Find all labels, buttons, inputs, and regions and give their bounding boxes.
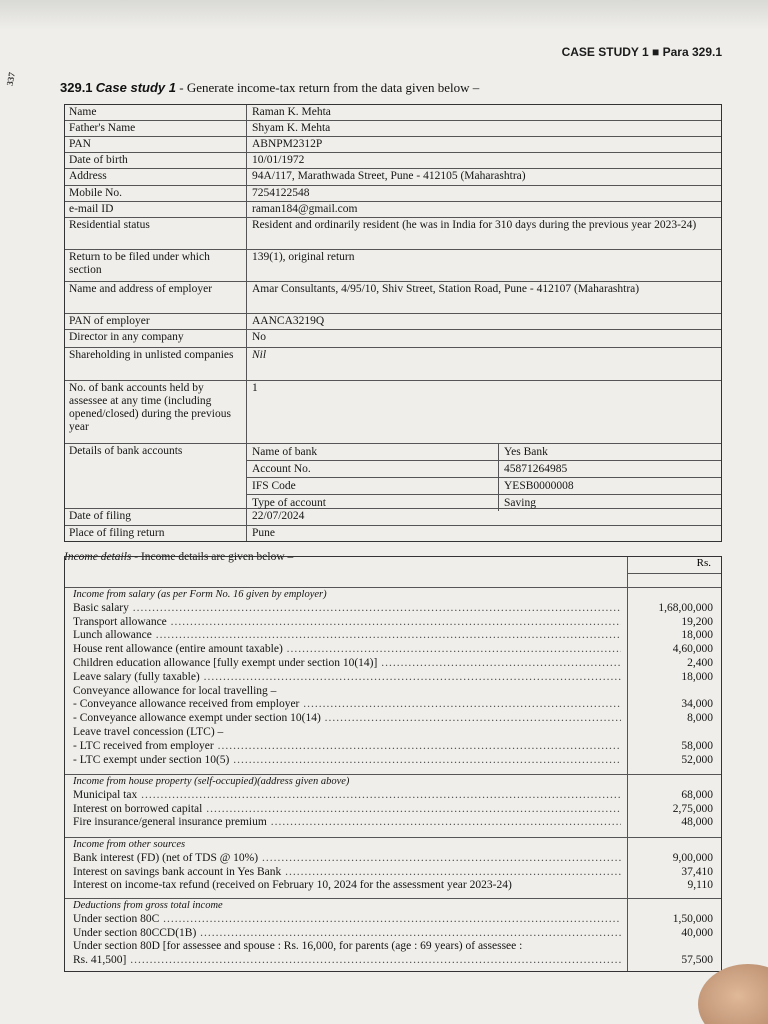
details-row xyxy=(65,218,721,250)
details-row xyxy=(65,250,721,282)
row-value: 139(1), original return xyxy=(252,251,355,263)
income-heading-text: - Income details are given below – xyxy=(131,551,294,563)
row-label: No. of bank accounts held by assessee at any time (including opened/closed) during the previous year xyxy=(65,381,247,443)
details-row xyxy=(65,282,721,314)
details-row xyxy=(65,526,721,541)
income-line: Under section 80C ..... 1,50,000 xyxy=(65,913,721,927)
house-property-section xyxy=(65,774,721,830)
bank-value: Yes Bank xyxy=(504,446,548,458)
bank-details-label: Details of bank accounts xyxy=(65,444,247,508)
row-label: Address xyxy=(65,169,247,185)
rs-column-header: Rs. xyxy=(627,557,721,574)
row-value: 10/01/1972 xyxy=(252,154,305,166)
bank-key: Account No. xyxy=(247,461,499,477)
income-line: Leave salary (fully taxable) ..... 18,000 xyxy=(65,671,721,685)
row-value: ABNPM2312P xyxy=(252,138,323,150)
title-text: - Generate income-tax return from the data given below – xyxy=(176,80,480,95)
bank-row xyxy=(247,444,721,460)
row-label: PAN xyxy=(65,137,247,152)
income-line: Fire insurance/general insurance premium ..... 48,000 xyxy=(65,816,721,830)
bank-value: 45871264985 xyxy=(504,463,568,475)
row-label: Return to be filed under which section xyxy=(65,250,247,281)
section-heading: Income from other sources xyxy=(73,839,186,850)
income-line: Interest on income-tax refund (received on February 10, 2024 for the assessment year 2023-24) 9,110 xyxy=(73,879,713,892)
income-line: Interest on savings bank account in Yes Bank ..... 37,410 xyxy=(65,866,721,880)
income-line: Interest on borrowed capital ..... 2,75,000 xyxy=(65,803,721,817)
bank-key: Name of bank xyxy=(247,444,499,460)
income-line: Basic salary ..... 1,68,00,000 xyxy=(65,602,721,616)
taxpayer-details-table xyxy=(64,104,722,542)
income-table xyxy=(64,556,722,972)
details-row xyxy=(65,169,721,186)
section-heading: Deductions from gross total income xyxy=(73,900,223,911)
page-top-shadow xyxy=(0,0,768,30)
income-line: Children education allowance [fully exempt under section 10(14)] ..... 2,400 xyxy=(65,657,721,671)
income-line: Under section 80D [for assessee and spouse : Rs. 16,000, for parents (age : 69 years) of assessee : xyxy=(73,940,523,953)
details-row xyxy=(65,137,721,153)
row-label: Date of filing xyxy=(65,509,247,525)
case-study-title xyxy=(60,80,479,96)
details-row xyxy=(65,314,721,330)
row-value: raman184@gmail.com xyxy=(252,203,358,215)
bank-key: Type of account xyxy=(247,495,499,511)
case-label: Case study 1 xyxy=(95,80,176,95)
bank-details-row xyxy=(65,444,721,509)
details-row xyxy=(65,121,721,137)
row-value: 22/07/2024 xyxy=(252,510,305,522)
row-value: Amar Consultants, 4/95/10, Shiv Street, Station Road, Pune - 412107 (Maharashtra) xyxy=(252,283,640,295)
details-row xyxy=(65,105,721,121)
income-line: Rs. 41,500] ..... 57,500 xyxy=(65,954,721,968)
other-sources-section xyxy=(65,837,721,893)
row-label: Residential status xyxy=(65,218,247,249)
row-value: Raman K. Mehta xyxy=(252,106,331,118)
income-line: - Conveyance allowance exempt under section 10(14) ..... 8,000 xyxy=(65,712,721,726)
row-label: Director in any company xyxy=(65,330,247,347)
running-head: CASE STUDY 1 ■ Para 329.1 xyxy=(561,45,722,59)
bank-details-grid xyxy=(247,444,721,508)
details-row xyxy=(65,202,721,218)
bank-value: YESB0000008 xyxy=(504,480,574,492)
details-row xyxy=(65,330,721,348)
row-label: Mobile No. xyxy=(65,186,247,201)
row-label: Father's Name xyxy=(65,121,247,136)
thumb-photo-artifact xyxy=(698,964,768,1024)
row-value: Resident and ordinarily resident (he was in India for 310 days during the previous year 2023-24) xyxy=(252,219,697,231)
income-heading-italic: Income details xyxy=(64,551,132,563)
details-row xyxy=(65,348,721,381)
row-value: 94A/117, Marathwada Street, Pune - 412105 (Maharashtra) xyxy=(252,170,526,182)
income-line: Lunch allowance ..... 18,000 xyxy=(65,629,721,643)
income-line: Under section 80CCD(1B) ..... 40,000 xyxy=(65,927,721,941)
details-row xyxy=(65,509,721,526)
income-line: House rent allowance (entire amount taxable) ..... 4,60,000 xyxy=(65,643,721,657)
row-value: AANCA3219Q xyxy=(252,315,325,327)
income-line: - LTC exempt under section 10(5) ..... 52,000 xyxy=(65,754,721,768)
row-label: e-mail ID xyxy=(65,202,247,217)
row-value: No xyxy=(252,331,267,343)
para-number: 329.1 xyxy=(60,80,93,95)
row-value: Shyam K. Mehta xyxy=(252,122,331,134)
page-number: 337 xyxy=(4,71,17,87)
row-value: Nil xyxy=(252,349,267,361)
row-label: Date of birth xyxy=(65,153,247,168)
section-heading: Income from house property (self-occupied)(address given above) xyxy=(73,776,350,787)
income-line: Transport allowance ..... 19,200 xyxy=(65,616,721,630)
income-line: Municipal tax ..... 68,000 xyxy=(65,789,721,803)
income-line: Conveyance allowance for local travelling – xyxy=(73,684,277,697)
income-line: Bank interest (FD) (net of TDS @ 10%) ..... 9,00,000 xyxy=(65,852,721,866)
row-label: Name xyxy=(65,105,247,120)
bank-value: Saving xyxy=(504,497,536,509)
row-label: Place of filing return xyxy=(65,526,247,541)
section-heading: Income from salary (as per Form No. 16 given by employer) xyxy=(73,589,327,600)
salary-section xyxy=(65,587,721,767)
bank-key: IFS Code xyxy=(247,478,499,494)
row-value: Pune xyxy=(252,527,275,539)
income-line: Leave travel concession (LTC) – xyxy=(73,725,224,738)
row-value: 1 xyxy=(252,382,258,394)
row-label: Shareholding in unlisted companies xyxy=(65,348,247,380)
income-line: - LTC received from employer ..... 58,000 xyxy=(65,740,721,754)
row-label: Name and address of employer xyxy=(65,282,247,313)
details-row xyxy=(65,186,721,202)
income-line: - Conveyance allowance received from employer ..... 34,000 xyxy=(65,698,721,712)
bank-row xyxy=(247,477,721,494)
row-value: 7254122548 xyxy=(252,187,310,199)
details-row xyxy=(65,153,721,169)
bank-row xyxy=(247,460,721,477)
details-row xyxy=(65,381,721,444)
deductions-section xyxy=(65,898,721,968)
row-label: PAN of employer xyxy=(65,314,247,329)
